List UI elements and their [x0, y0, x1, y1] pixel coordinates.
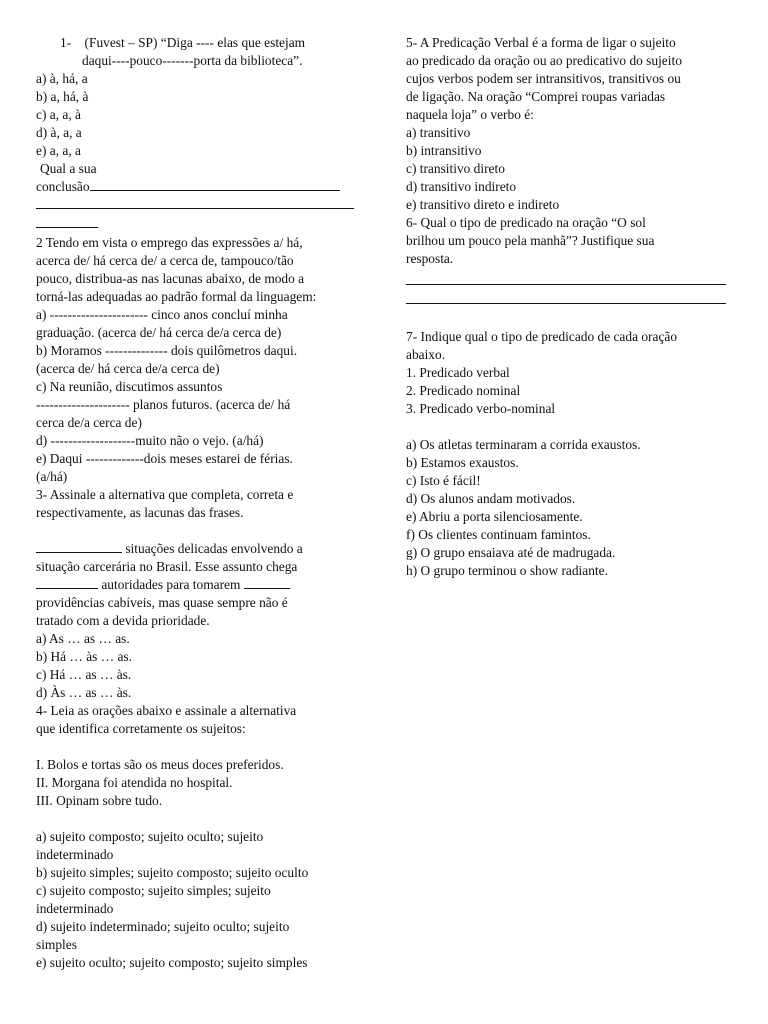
q2-line: (a/há) [36, 469, 68, 484]
q7-sentence: g) O grupo ensaiava até de madrugada. [406, 545, 616, 560]
left-column [36, 34, 356, 972]
q7-intro-line: 7- Indique qual o tipo de predicado de cada oração [406, 329, 678, 344]
q2-line: c) Na reunião, discutimos assuntos [36, 379, 223, 394]
q3-intro-line: 3- Assinale a alternativa que completa, correta e [36, 487, 294, 502]
q1-line1: (Fuvest – SP) “Diga ---- elas que estejam [84, 35, 306, 50]
q7-intro [406, 328, 728, 364]
q6-line: resposta. [406, 251, 454, 266]
q1-conclusao: conclusão [36, 178, 356, 196]
q5-options [406, 124, 728, 214]
q6-line: 6- Qual o tipo de predicado na oração “O sol [406, 215, 646, 230]
q1-option: a) à, há, a [36, 71, 88, 86]
q2-line: pouco, distribua-as nas lacunas abaixo, de modo a [36, 271, 305, 286]
q3-option: a) As … as … as. [36, 631, 130, 646]
q4-option: c) sujeito composto; sujeito simples; sujeito [36, 883, 271, 898]
q3-para-line4: providências cabíveis, mas quase sempre não é [36, 595, 288, 610]
q3-para-line1: situações delicadas envolvendo a [36, 540, 356, 558]
q5-line: naquela loja” o verbo é: [406, 107, 534, 122]
q2-line: --------------------- planos futuros. (acerca de/ há [36, 397, 291, 412]
q7-type: 3. Predicado verbo-nominal [406, 401, 556, 416]
answer-line[interactable] [36, 196, 354, 209]
q2-line: (acerca de/ há cerca de/a cerca de) [36, 361, 220, 376]
conclusao-answer-line[interactable] [90, 178, 340, 191]
q4-sentences [36, 756, 356, 810]
q3-option: d) Às … as … às. [36, 685, 132, 700]
q7-sentence: h) O grupo terminou o show radiante. [406, 563, 608, 578]
q3-intro [36, 486, 356, 522]
q1-qual: Qual a sua [40, 161, 97, 176]
blank-line[interactable] [244, 576, 290, 589]
q2-line: b) Moramos -------------- dois quilômetros daqui. [36, 343, 298, 358]
q7-sentence: c) Isto é fácil! [406, 473, 481, 488]
q2-line: 2 Tendo em vista o emprego das expressões a/ há, [36, 235, 303, 250]
q5-line: ao predicado da oração ou ao predicativo do sujeito [406, 53, 682, 68]
q1-option: c) a, a, à [36, 107, 81, 122]
q5-block [406, 34, 728, 124]
q5-option: c) transitivo direto [406, 161, 505, 176]
q6-block [406, 214, 728, 268]
q5-option: a) transitivo [406, 125, 471, 140]
q4-option: b) sujeito simples; sujeito composto; sujeito oculto [36, 865, 309, 880]
q7-intro-line: abaixo. [406, 347, 446, 362]
q4-option: indeterminado [36, 847, 114, 862]
q1-option: d) à, a, a [36, 125, 82, 140]
q5-line: de ligação. Na oração “Comprei roupas variadas [406, 89, 666, 104]
q1-header [36, 34, 356, 52]
q3-option: c) Há … as … às. [36, 667, 132, 682]
q3-para-line5: tratado com a devida prioridade. [36, 613, 210, 628]
q2-line: d) -------------------muito não o vejo. (a/há) [36, 433, 264, 448]
q2-line: acerca de/ há cerca de/ a cerca de, tampouco/tão [36, 253, 294, 268]
q5-option: d) transitivo indireto [406, 179, 517, 194]
q3-para-line3: autoridades para tomarem [36, 576, 356, 594]
q7-sentence: d) Os alunos andam motivados. [406, 491, 576, 506]
q4-option: simples [36, 937, 77, 952]
q2-line: a) ---------------------- cinco anos concluí minha [36, 307, 288, 322]
q4-intro-line: 4- Leia as orações abaixo e assinale a alternativa [36, 703, 297, 718]
q4-sentence: III. Opinam sobre tudo. [36, 793, 163, 808]
q4-option: indeterminado [36, 901, 114, 916]
answer-line[interactable] [406, 291, 726, 304]
q7-type: 1. Predicado verbal [406, 365, 510, 380]
q4-option: e) sujeito oculto; sujeito composto; sujeito simples [36, 955, 308, 970]
q2-line: graduação. (acerca de/ há cerca de/a cerca de) [36, 325, 282, 340]
q4-intro [36, 702, 356, 738]
blank-line[interactable] [36, 576, 98, 589]
q5-line: cujos verbos podem ser intransitivos, transitivos ou [406, 71, 681, 86]
q1-number: 1- [60, 35, 72, 50]
q5-option: e) transitivo direto e indireto [406, 197, 560, 212]
q7-types [406, 364, 728, 418]
q3-option: b) Há … às … as. [36, 649, 132, 664]
q7-type: 2. Predicado nominal [406, 383, 521, 398]
q4-sentence: II. Morgana foi atendida no hospital. [36, 775, 233, 790]
q2-line: e) Daqui -------------dois meses estarei de férias. [36, 451, 293, 466]
answer-line[interactable] [36, 215, 98, 228]
q7-sentence: e) Abriu a porta silenciosamente. [406, 509, 583, 524]
q7-sentence: f) Os clientes continuam famintos. [406, 527, 591, 542]
q4-option: a) sujeito composto; sujeito oculto; sujeito [36, 829, 264, 844]
q4-options [36, 828, 356, 972]
q2-block [36, 234, 356, 486]
right-column [406, 34, 728, 580]
q1-line2: daqui----pouco-------porta da biblioteca”. [82, 53, 303, 68]
q1-option: b) a, há, à [36, 89, 89, 104]
q3-options [36, 630, 356, 702]
q6-line: brilhou um pouco pela manhã”? Justifique sua [406, 233, 655, 248]
q7-sentences [406, 436, 728, 580]
q5-line: 5- A Predicação Verbal é a forma de ligar o sujeito [406, 35, 676, 50]
q4-intro-line: que identifica corretamente os sujeitos: [36, 721, 246, 736]
q7-sentence: a) Os atletas terminaram a corrida exaustos. [406, 437, 641, 452]
q4-sentence: I. Bolos e tortas são os meus doces preferidos. [36, 757, 284, 772]
q1-option: e) a, a, a [36, 143, 81, 158]
q5-option: b) intransitivo [406, 143, 482, 158]
blank-line[interactable] [36, 540, 122, 553]
q7-sentence: b) Estamos exaustos. [406, 455, 519, 470]
q4-option: d) sujeito indeterminado; sujeito oculto; sujeito [36, 919, 290, 934]
q1-options [36, 70, 356, 160]
answer-line[interactable] [406, 272, 726, 285]
q3-para-line2: situação carcerária no Brasil. Esse assunto chega [36, 559, 298, 574]
q2-line: cerca de/a cerca de) [36, 415, 142, 430]
q2-line: torná-las adequadas ao padrão formal da linguagem: [36, 289, 317, 304]
q3-intro-line: respectivamente, as lacunas das frases. [36, 505, 244, 520]
